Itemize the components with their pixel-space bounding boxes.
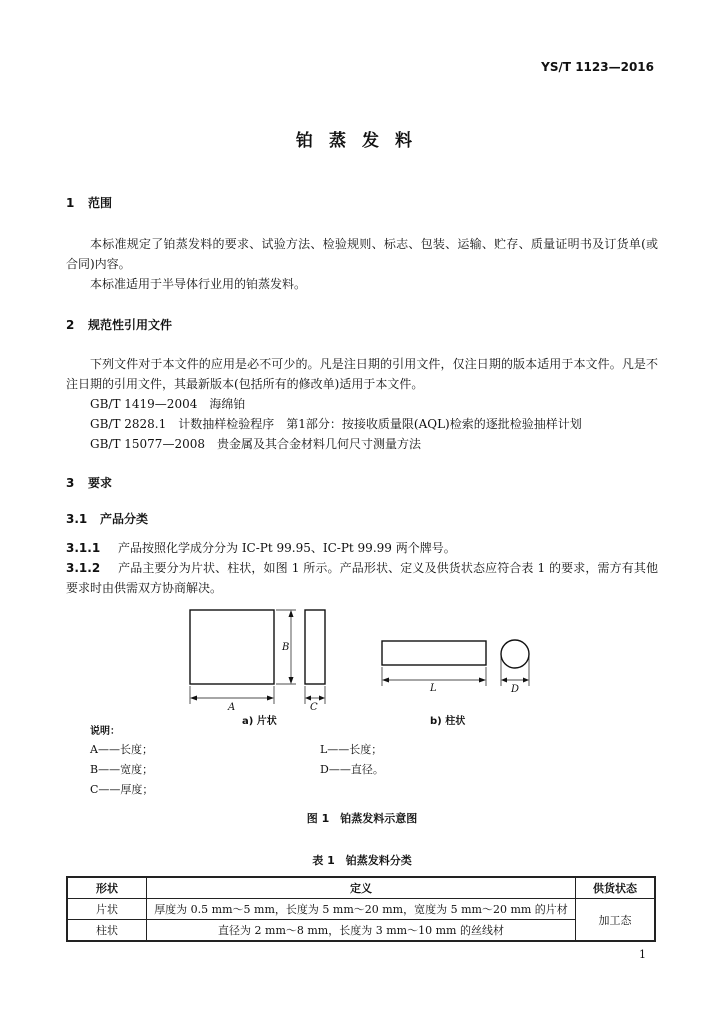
table-row <box>67 899 655 920</box>
clause-number: 3.1.1 <box>66 541 101 555</box>
label-B: B <box>282 642 290 653</box>
page-number: 1 <box>639 948 646 961</box>
classification-table <box>66 876 656 942</box>
clause-3-1-1 <box>66 538 456 558</box>
section-title: 规范性引用文件 <box>88 318 173 332</box>
cell-supply-state: 加工态 <box>576 899 656 942</box>
section-1-para-1: 本标准规定了铂蒸发料的要求、试验方法、检验规则、标志、包装、运输、贮存、质量证明书及订货单(或合同)内容。 <box>66 237 658 271</box>
cell-shape: 柱状 <box>67 920 147 942</box>
section-title: 要求 <box>88 476 113 490</box>
rod-end-shape <box>501 640 529 668</box>
clause-text: 产品主要分为片状、柱状，如图 1 所示。产品形状、定义及供货状态应符合表 1 的要求，需方有其他要求时由供需双方协商解决。 <box>66 561 658 595</box>
section-number: 2 <box>66 318 75 332</box>
reference-1: GB/T 1419—2004 海绵铂 <box>90 397 246 411</box>
reference-2: GB/T 2828.1 计数抽样检验程序 第1部分：按接收质量限(AQL)检索的逐批检验抽样计划 <box>90 417 582 431</box>
legend-item-l: L——长度； <box>320 743 383 756</box>
document-title: 铂蒸发料 <box>296 131 428 151</box>
table-header-row <box>67 877 655 899</box>
legend-item-a: A——长度； <box>90 743 153 756</box>
label-D: D <box>511 684 520 695</box>
section-number: 3 <box>66 476 75 490</box>
cell-shape: 片状 <box>67 899 147 920</box>
legend-item-d: D——直径。 <box>320 763 384 776</box>
figure-caption: 图 1 铂蒸发料示意图 <box>306 812 418 825</box>
clause-number: 3.1.2 <box>66 561 101 575</box>
header-definition: 定义 <box>147 877 576 899</box>
legend-item-b: B——宽度； <box>90 763 154 776</box>
standard-id: YS/T 1123—2016 <box>541 60 654 74</box>
header-supply-state: 供货状态 <box>576 877 656 899</box>
plate-side-shape <box>305 610 325 684</box>
section-2-para: 下列文件对于本文件的应用是必不可少的。凡是注日期的引用文件，仅注日期的版本适用于本文件。凡是不注日期的引用文件，其最新版本(包括所有的修改单)适用于本文件。 <box>66 357 658 391</box>
header-shape: 形状 <box>67 877 147 899</box>
table-caption: 表 1 铂蒸发料分类 <box>312 854 412 867</box>
section-number: 1 <box>66 196 75 210</box>
label-L: L <box>430 683 437 694</box>
plate-front-shape <box>190 610 274 684</box>
subsection-number: 3.1 <box>66 512 88 526</box>
label-C: C <box>310 702 318 713</box>
section-1-heading <box>66 194 112 211</box>
subcaption-plate: a) 片状 <box>242 716 277 727</box>
section-1-para-2: 本标准适用于半导体行业用的铂蒸发料。 <box>90 277 307 291</box>
clause-3-1-2 <box>66 558 658 598</box>
section-title: 范围 <box>88 196 113 210</box>
reference-3: GB/T 15077—2008 贵金属及其合金材料几何尺寸测量方法 <box>90 437 421 451</box>
cell-definition: 厚度为 0.5 mm～5 mm，长度为 5 mm～20 mm，宽度为 5 mm～20 mm 的片材 <box>147 899 576 920</box>
section-3-heading <box>66 474 112 491</box>
figure-1-drawing <box>0 598 724 718</box>
cell-definition: 直径为 2 mm～8 mm，长度为 3 mm～10 mm 的丝线材 <box>147 920 576 942</box>
label-A: A <box>228 702 236 713</box>
legend-item-c: C——厚度； <box>90 783 154 796</box>
legend-title: 说明： <box>90 726 120 737</box>
table-row <box>67 920 655 942</box>
subcaption-rod: b) 柱状 <box>430 716 466 727</box>
clause-text: 产品按照化学成分分为 IC-Pt 99.95、IC-Pt 99.99 两个牌号。 <box>118 541 456 555</box>
section-3-1-heading <box>66 510 148 527</box>
subsection-title: 产品分类 <box>100 512 149 526</box>
section-2-heading <box>66 316 172 333</box>
rod-side-shape <box>382 641 486 665</box>
